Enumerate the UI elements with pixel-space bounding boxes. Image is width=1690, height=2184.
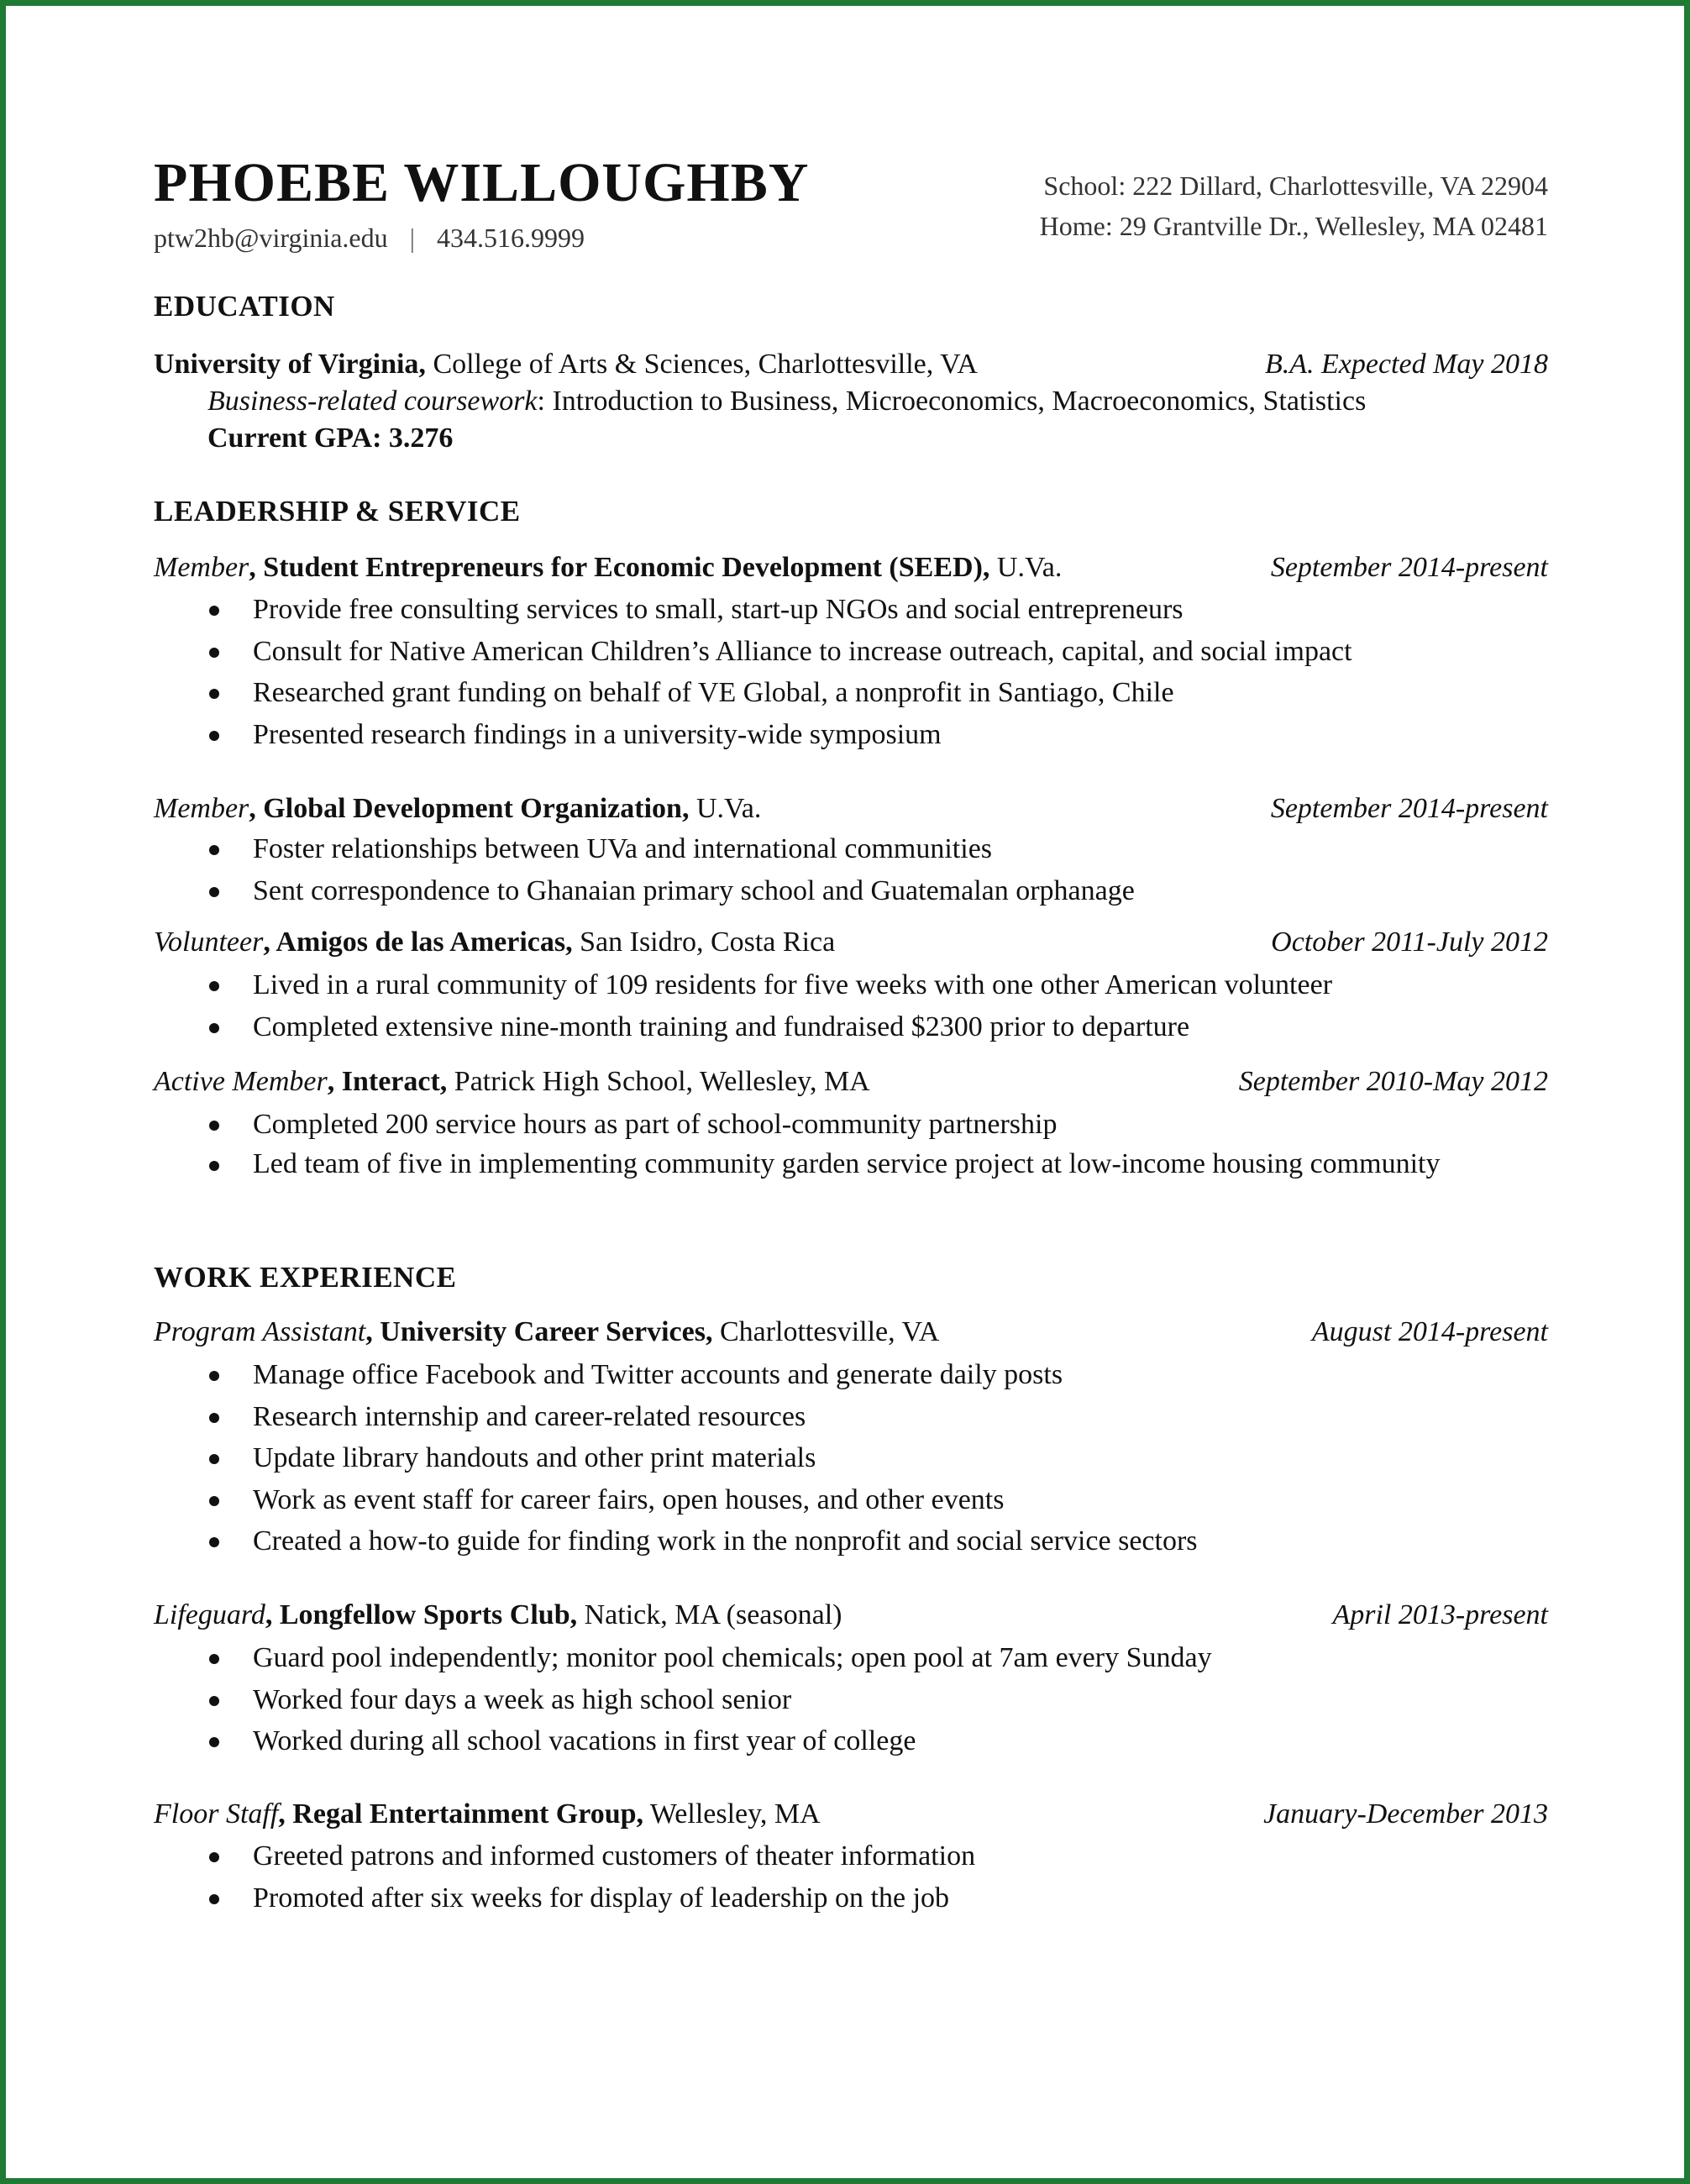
list-item: Sent correspondence to Ghanaian primary school and Guatemalan orphanage [154, 870, 1548, 912]
education-entry [154, 345, 1548, 384]
coursework: : Introduction to Business, Microeconomics, Macroeconomics, Statistics [537, 386, 1367, 417]
entry-date: September 2014-present [1270, 552, 1548, 583]
entry-role: Member [154, 793, 249, 824]
list-item: Led team of five in implementing community garden service project at low-income housing community [154, 1146, 1597, 1183]
list-item: Manage office Facebook and Twitter accounts and generate daily posts [154, 1354, 1548, 1396]
coursework-line [207, 382, 1366, 421]
phone: 434.516.9999 [437, 223, 585, 253]
contact-line [154, 223, 585, 254]
bullet-list [154, 1104, 1548, 1183]
entry-org: , Longfellow Sports Club, [265, 1599, 578, 1630]
bullet-list [154, 1637, 1548, 1762]
email: ptw2hb@virginia.edu [154, 223, 388, 253]
leadership-entry-title [154, 790, 1548, 828]
leadership-entry-title [154, 923, 1548, 962]
addresses [1040, 165, 1548, 246]
list-item: Completed 200 service hours as part of school-community partnership [154, 1104, 1548, 1146]
bullet-list [154, 1354, 1548, 1562]
coursework-label: Business-related coursework [207, 386, 538, 417]
list-item: Created a how-to guide for finding work in the nonprofit and social service sectors [154, 1520, 1548, 1562]
bullet-list [154, 828, 1548, 911]
entry-place: Charlottesville, VA [712, 1316, 940, 1347]
list-item: Guard pool independently; monitor pool chemicals; open pool at 7am every Sunday [154, 1637, 1548, 1679]
entry-org: , Student Entrepreneurs for Economic Development (SEED), [249, 552, 990, 583]
leadership-entry-title [154, 549, 1548, 587]
entry-place: U.Va. [689, 793, 762, 824]
resume-page [6, 6, 1684, 2178]
entry-org: , University Career Services, [365, 1316, 713, 1347]
entry-role: Volunteer [154, 927, 264, 958]
school-name: University of Virginia, [154, 349, 426, 380]
entry-role: Floor Staff [154, 1798, 279, 1830]
bullet-list [154, 1835, 1548, 1919]
entry-date: August 2014-present [1311, 1316, 1548, 1347]
contact-separator: | [409, 223, 416, 253]
school-address: School: 222 Dillard, Charlottesville, VA 22904 [1043, 171, 1548, 201]
list-item: Greeted patrons and informed customers of theater information [154, 1835, 1548, 1877]
leadership-entry-title [154, 1063, 1548, 1101]
entry-date: April 2013-present [1332, 1599, 1548, 1630]
list-item: Promoted after six weeks for display of leadership on the job [154, 1877, 1548, 1919]
list-item: Presented research findings in a university-wide symposium [154, 714, 1548, 756]
list-item: Researched grant funding on behalf of VE Global, a nonprofit in Santiago, Chile [154, 672, 1548, 714]
entry-place: San Isidro, Costa Rica [572, 927, 836, 958]
work-entry-title [154, 1313, 1548, 1352]
entry-date: September 2014-present [1270, 793, 1548, 824]
gpa: Current GPA: 3.276 [207, 423, 454, 454]
entry-org: , Interact, [327, 1066, 448, 1097]
candidate-name: PHOEBE WILLOUGHBY [154, 152, 810, 213]
entry-role: Program Assistant [154, 1316, 366, 1347]
list-item: Lived in a rural community of 109 residents for five weeks with one other American volunteer [154, 964, 1548, 1006]
entry-date: January-December 2013 [1263, 1798, 1548, 1830]
entry-role: Lifeguard [154, 1599, 265, 1630]
school-detail: College of Arts & Sciences, Charlottesville, VA [425, 349, 978, 380]
entry-place: Natick, MA (seasonal) [577, 1599, 842, 1630]
work-entry-title [154, 1795, 1548, 1834]
list-item: Update library handouts and other print materials [154, 1437, 1548, 1479]
section-title-leadership: LEADERSHIP & SERVICE [154, 495, 521, 528]
list-item: Research internship and career-related resources [154, 1396, 1548, 1438]
bullet-list [154, 964, 1548, 1047]
entry-date: October 2011-July 2012 [1271, 927, 1548, 958]
entry-org: , Regal Entertainment Group, [278, 1798, 644, 1830]
entry-place: Wellesley, MA [643, 1798, 821, 1830]
list-item: Consult for Native American Children’s Alliance to increase outreach, capital, and social impact [154, 631, 1548, 673]
work-entry-title [154, 1596, 1548, 1635]
entry-role: Member [154, 552, 249, 583]
entry-org: , Global Development Organization, [249, 793, 690, 824]
degree: B.A. Expected May 2018 [1264, 349, 1548, 380]
list-item: Completed extensive nine-month training and fundraised $2300 prior to departure [154, 1006, 1548, 1048]
entry-date: September 2010-May 2012 [1238, 1066, 1548, 1097]
entry-org: , Amigos de las Americas, [263, 927, 573, 958]
list-item: Foster relationships between UVa and international communities [154, 828, 1548, 870]
home-address: Home: 29 Grantville Dr., Wellesley, MA 02481 [1039, 211, 1548, 241]
list-item: Provide free consulting services to small, start-up NGOs and social entrepreneurs [154, 589, 1548, 631]
section-title-education: EDUCATION [154, 290, 335, 323]
entry-place: Patrick High School, Wellesley, MA [447, 1066, 870, 1097]
list-item: Worked during all school vacations in first year of college [154, 1720, 1548, 1762]
entry-place: U.Va. [989, 552, 1063, 583]
section-title-work: WORK EXPERIENCE [154, 1261, 457, 1294]
entry-role: Active Member [154, 1066, 328, 1097]
list-item: Work as event staff for career fairs, open houses, and other events [154, 1479, 1548, 1521]
list-item: Worked four days a week as high school senior [154, 1679, 1548, 1721]
bullet-list [154, 589, 1548, 755]
